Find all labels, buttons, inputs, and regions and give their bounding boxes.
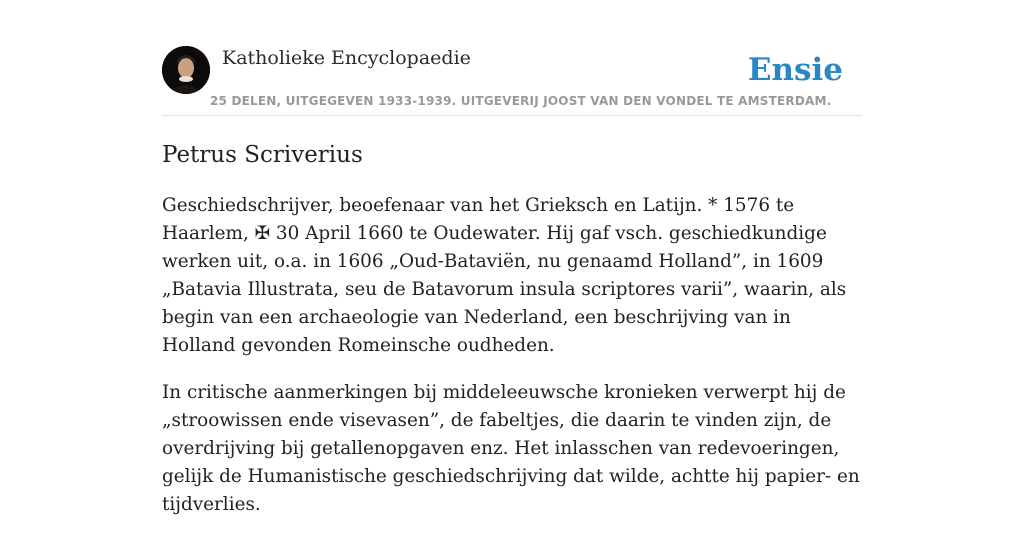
publication-header [162, 0, 862, 116]
entry-paragraph: In critische aanmerkingen bij middeleeuwsche kronieken verwerpt hij de „stroowissen ende visevasen”, de fabeltjes, die daarin te vinden zijn, de overdrijving bij getallenopgaven enz. Het inlasschen van redevoeringen, gelijk de Humanistische geschiedschrijving dat wilde, achtte hij papier- en tijdverlies. [162, 382, 860, 515]
portrait-icon[interactable] [162, 46, 210, 94]
publication-title[interactable]: Katholieke Encyclopaedie [222, 47, 471, 69]
page-container [162, 0, 862, 515]
publication-subtitle: 25 DELEN, UITGEGEVEN 1933-1939. UITGEVERIJ JOOST VAN DEN VONDEL TE AMSTERDAM. [210, 94, 832, 108]
entry-paragraph: Geschiedschrijver, beoefenaar van het Grieksch en Latijn. * 1576 te Haarlem, ✠ 30 April 1660 te Oudewater. Hij gaf vsch. geschiedkundige werken uit, o.a. in 1606 „Oud-Bataviën, nu genaamd Holland”, in 1609 „Batavia Illustrata, seu de Batavorum insula scriptores varii”, waarin, als begin van een archaeologie van Nederland, een beschrijving van in Holland gevonden Romeinsche oudheden. [162, 195, 847, 356]
entry-title: Petrus Scriverius [162, 142, 363, 168]
brand-logo-link[interactable]: Ensie [747, 52, 843, 88]
entry-body [162, 192, 862, 538]
